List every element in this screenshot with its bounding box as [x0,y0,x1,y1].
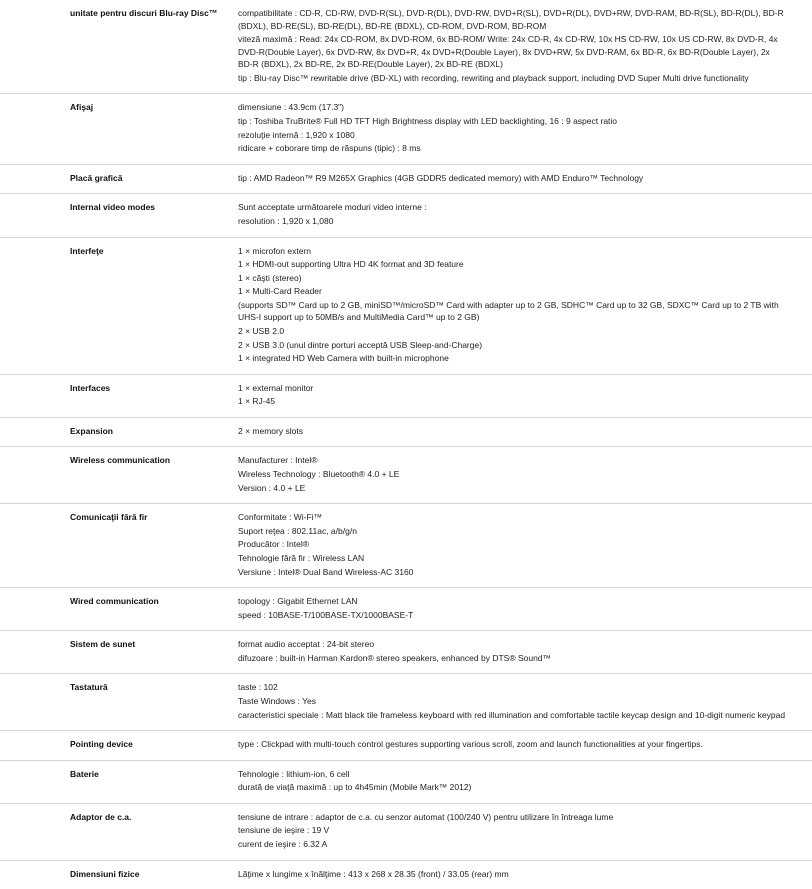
table-row [0,674,812,731]
table-row [0,164,812,194]
table-row [0,803,812,860]
spec-value-line: tip : Toshiba TruBrite® Full HD TFT High Brightness display with LED backlighting, 16 : 9 aspect ratio [238,116,618,127]
spec-value-line: Version : 4.0 + LE [238,482,306,493]
spec-value-line: format audio acceptat : 24-bit stereo [238,639,375,650]
spec-value [228,0,812,94]
spec-label: Sistem de sunet [70,639,136,650]
table-row [0,860,812,889]
spec-value-line: (supports SD™ Card up to 2 GB, miniSD™/microSD™ Card with adapter up to 2 GB, SDHC™ Card up to 32 GB, SDXC™ Card up to 2 TB with UHS-I support up to 50MB/s and MultiMedia Card™ up to 2 GB) [238,299,779,323]
spec-value-line: 1 × căşti (stereo) [238,272,302,283]
spec-value-line: Manufacturer : Intel® [238,455,318,466]
spec-value-line: rezoluţie internă : 1,920 x 1080 [238,129,355,140]
spec-value-line: compatibilitate : CD-R, CD-RW, DVD-R(SL), DVD-R(DL), DVD-RW, DVD+R(SL), DVD+R(DL), DVD+RW, DVD-RAM, BD-R(SL), BD-R(DL), BD-R (BDXL), BD-RE(SL), BD-RE(DL), BD-RE (BDXL), CD-ROM, DVD-ROM, BD-ROM [238,8,784,31]
spec-value-line: tensiune de ieşire : 19 V [238,825,330,836]
spec-value-line: Versiune : Intel® Dual Band Wireless-AC 3160 [238,566,414,577]
spec-value-line: dimensiune : 43.9cm (17.3") [238,102,345,113]
spec-value-line: speed : 10BASE-T/100BASE-TX/1000BASE-T [238,609,414,620]
spec-value-line: Producător : Intel® [238,539,309,550]
spec-value-line: 1 × Multi-Card Reader [238,286,322,297]
spec-value-line: 2 × USB 2.0 [238,325,285,336]
spec-value [228,447,812,504]
spec-value-line: Tehnologie fără fir : Wireless LAN [238,552,365,563]
spec-value [228,674,812,731]
table-row [0,237,812,374]
spec-value-line: topology : Gigabit Ethernet LAN [238,596,358,607]
spec-label: Adaptor de c.a. [70,811,132,822]
spec-value-line: Sunt acceptate următoarele moduri video interne : [238,202,427,213]
spec-value-line: difuzoare : built-in Harman Kardon® stereo speakers, enhanced by DTS® Sound™ [238,652,552,663]
spec-value-line: viteză maximă : Read: 24x CD-ROM, 8x DVD-ROM, 6x BD-ROM/ Write: 24x CD-R, 4x CD-RW, 10x HS CD-RW, 10x US CD-RW, 8x DVD-R, 4x DVD-R(Double Layer), 6x DVD-RW, 8x DVD+R, 4x DVD+R(Double Layer), 8x DVD+RW, 5x DVD-RAM, 6x BD-R, 6x BD-R(Double Layer), 2x BD-R (BDXL), 2x BD-RE, 2x BD-RE(Double Layer), 2x BD-RE (BDXL) [238,34,778,70]
spec-value [228,94,812,164]
spec-value-line: caracteristici speciale : Matt black tile frameless keyboard with red illumination and comfortable tactile keycap design and 10-digit numeric keypad [238,709,786,720]
spec-value-line: 1 × RJ-45 [238,396,276,407]
table-row [0,417,812,447]
spec-value-line: Wireless Technology : Bluetooth® 4.0 + LE [238,469,400,480]
spec-value-line: Lăţime x lungime x înălţime : 413 x 268 x 28.35 (front) / 33.05 (rear) mm [238,868,509,879]
table-row [0,631,812,674]
spec-value [228,237,812,374]
spec-label: Internal video modes [70,202,156,213]
spec-value [228,731,812,761]
spec-value-line: taste : 102 [238,682,278,693]
spec-label: Afişaj [70,102,94,113]
spec-value-line: tensiune de intrare : adaptor de c.a. cu senzor automat (100/240 V) pentru utilizare în întreaga lume [238,811,614,822]
spec-value [228,803,812,860]
spec-value-line: Tehnologie : lithium-ion, 6 cell [238,768,350,779]
spec-value [228,588,812,631]
spec-label: Baterie [70,768,99,779]
spec-value-line: tip : AMD Radeon™ R9 M265X Graphics (4GB GDDR5 dedicated memory) with AMD Enduro™ Technology [238,172,644,183]
spec-label: Comunicaţii fără fir [70,512,148,523]
table-row [0,588,812,631]
spec-value-line: ridicare + coborare timp de răspuns (tipic) : 8 ms [238,143,421,154]
spec-value-line: type : Clickpad with multi-touch control gestures supporting various scroll, zoom and launch functionalities at your fingertips. [238,739,703,750]
spec-value [228,631,812,674]
spec-label: Expansion [70,425,113,436]
spec-label: Pointing device [70,739,133,750]
spec-label: Tastatură [70,682,108,693]
spec-value [228,860,812,889]
table-row [0,0,812,94]
spec-value-line: curent de ieşire : 6.32 A [238,839,328,850]
spec-value [228,504,812,588]
table-row [0,194,812,237]
spec-label: Wireless communication [70,455,171,466]
table-row [0,374,812,417]
spec-value-line: tip : Blu-ray Disc™ rewritable drive (BD-XL) with recording, rewriting and playback support, including DVD Super Multi drive functionality [238,72,749,83]
spec-value-line: 1 × HDMI-out supporting Ultra HD 4K format and 3D feature [238,259,464,270]
spec-label: Wired communication [70,596,159,607]
spec-value-line: Conformitate : Wi-Fi™ [238,512,323,523]
spec-value [228,760,812,803]
spec-value-line: Suport reţea : 802.11ac, a/b/g/n [238,525,357,536]
spec-value-line: 1 × integrated HD Web Camera with built-in microphone [238,353,449,364]
spec-value-line: 2 × memory slots [238,425,303,436]
spec-label: Interfaces [70,382,111,393]
spec-value [228,374,812,417]
spec-value-line: resolution : 1,920 x 1,080 [238,215,334,226]
spec-label: Placă grafică [70,172,123,183]
spec-value [228,417,812,447]
spec-value [228,194,812,237]
spec-value-line: 1 × external monitor [238,382,314,393]
table-row [0,760,812,803]
spec-label: Interfeţe [70,245,104,256]
table-row [0,731,812,761]
table-row [0,447,812,504]
spec-value-line: 1 × microfon extern [238,245,311,256]
spec-value-line: 2 × USB 3.0 (unul dintre porturi acceptă USB Sleep-and-Charge) [238,339,483,350]
spec-label: Dimensiuni fizice [70,868,140,879]
table-row [0,504,812,588]
spec-value [228,164,812,194]
spec-label: unitate pentru discuri Blu-ray Disc™ [70,8,218,18]
table-row [0,94,812,164]
spec-value-line: durată de viaţă maximă : up to 4h45min (Mobile Mark™ 2012) [238,782,472,793]
spec-value-line: Taste Windows : Yes [238,695,316,706]
